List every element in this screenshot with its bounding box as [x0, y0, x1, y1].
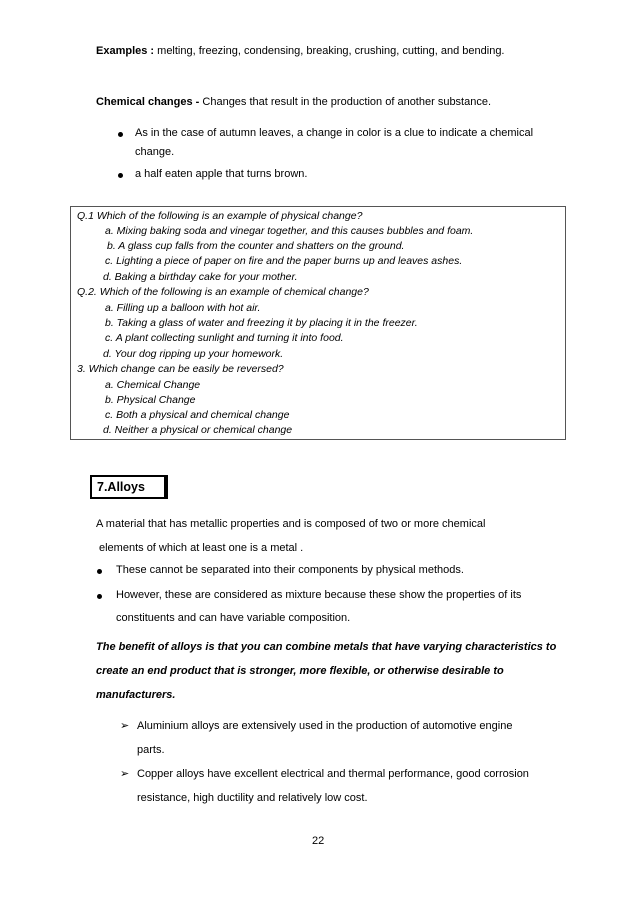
examples-line	[96, 45, 505, 57]
quiz-q2-option-d: d. Your dog ripping up your homework.	[103, 348, 284, 360]
alloys-arrow-1-line2: parts.	[137, 744, 165, 756]
page-number: 22	[312, 835, 325, 847]
alloys-benefit-line3: manufacturers.	[96, 689, 176, 701]
examples-label: Examples :	[96, 45, 155, 57]
bullet-icon	[97, 594, 102, 599]
chemical-bullet-1-line2: change.	[135, 146, 175, 158]
alloys-arrow-1-line1: Aluminium alloys are extensively used in the production of automotive engine	[137, 720, 513, 732]
alloys-benefit-line1: The benefit of alloys is that you can combine metals that have varying characteristics to	[96, 641, 557, 653]
bullet-icon	[118, 132, 123, 137]
quiz-q2-option-c: c. A plant collecting sunlight and turning it into food.	[105, 332, 344, 344]
heading-shadow	[164, 475, 168, 499]
quiz-q3-option-a: a. Chemical Change	[105, 379, 201, 391]
alloys-intro-line1: A material that has metallic properties and is composed of two or more chemical	[96, 518, 486, 530]
section-heading-box	[90, 475, 168, 499]
alloys-arrow-2-line1: Copper alloys have excellent electrical and thermal performance, good corrosion	[137, 768, 529, 780]
chemical-changes-line	[96, 96, 491, 108]
alloys-intro-line2: elements of which at least one is a metal .	[99, 542, 304, 554]
arrow-bullet-icon: ➢	[120, 768, 130, 780]
bullet-icon	[97, 569, 102, 574]
chemical-bullet-1-line1: As in the case of autumn leaves, a change in color is a clue to indicate a chemical	[135, 127, 534, 139]
alloys-benefit-line2: create an end product that is stronger, more flexible, or otherwise desirable to	[96, 665, 504, 677]
quiz-q3-option-d: d. Neither a physical or chemical change	[103, 424, 293, 436]
alloys-bullet-2-line2: constituents and can have variable composition.	[116, 612, 351, 624]
quiz-q1-option-a: a. Mixing baking soda and vinegar together, and this causes bubbles and foam.	[105, 225, 474, 237]
alloys-arrow-2-line2: resistance, high ductility and relatively low cost.	[137, 792, 368, 804]
quiz-q2-option-a: a. Filling up a balloon with hot air.	[105, 302, 261, 314]
alloys-bullet-2-line1: However, these are considered as mixture because these show the properties of its	[116, 589, 522, 601]
quiz-box	[70, 206, 566, 440]
quiz-q1-option-b: b. A glass cup falls from the counter and shatters on the ground.	[107, 240, 405, 252]
alloys-benefit	[96, 635, 556, 707]
chemical-changes-text: Changes that result in the production of another substance.	[202, 96, 492, 108]
arrow-bullet-icon: ➢	[120, 720, 130, 732]
section-heading: 7.Alloys	[97, 480, 145, 494]
quiz-q3-option-b: b. Physical Change	[105, 394, 196, 406]
quiz-q3: 3. Which change can be easily be reversed?	[77, 363, 284, 375]
bullet-icon	[118, 173, 123, 178]
quiz-q3-option-c: c. Both a physical and chemical change	[105, 409, 290, 421]
quiz-q1-option-d: d. Baking a birthday cake for your mother.	[103, 271, 298, 283]
examples-text: melting, freezing, condensing, breaking, crushing, cutting, and bending.	[157, 45, 505, 57]
chemical-changes-label: Chemical changes -	[96, 96, 200, 108]
quiz-q2: Q.2. Which of the following is an example of chemical change?	[77, 286, 369, 298]
chemical-bullet-2-line1: a half eaten apple that turns brown.	[135, 168, 308, 180]
quiz-q2-option-b: b. Taking a glass of water and freezing it by placing it in the freezer.	[105, 317, 418, 329]
alloys-bullet-1: These cannot be separated into their components by physical methods.	[116, 564, 464, 576]
quiz-q1: Q.1 Which of the following is an example of physical change?	[77, 210, 363, 222]
quiz-q1-option-c: c. Lighting a piece of paper on fire and the paper burns up and leaves ashes.	[105, 255, 463, 267]
